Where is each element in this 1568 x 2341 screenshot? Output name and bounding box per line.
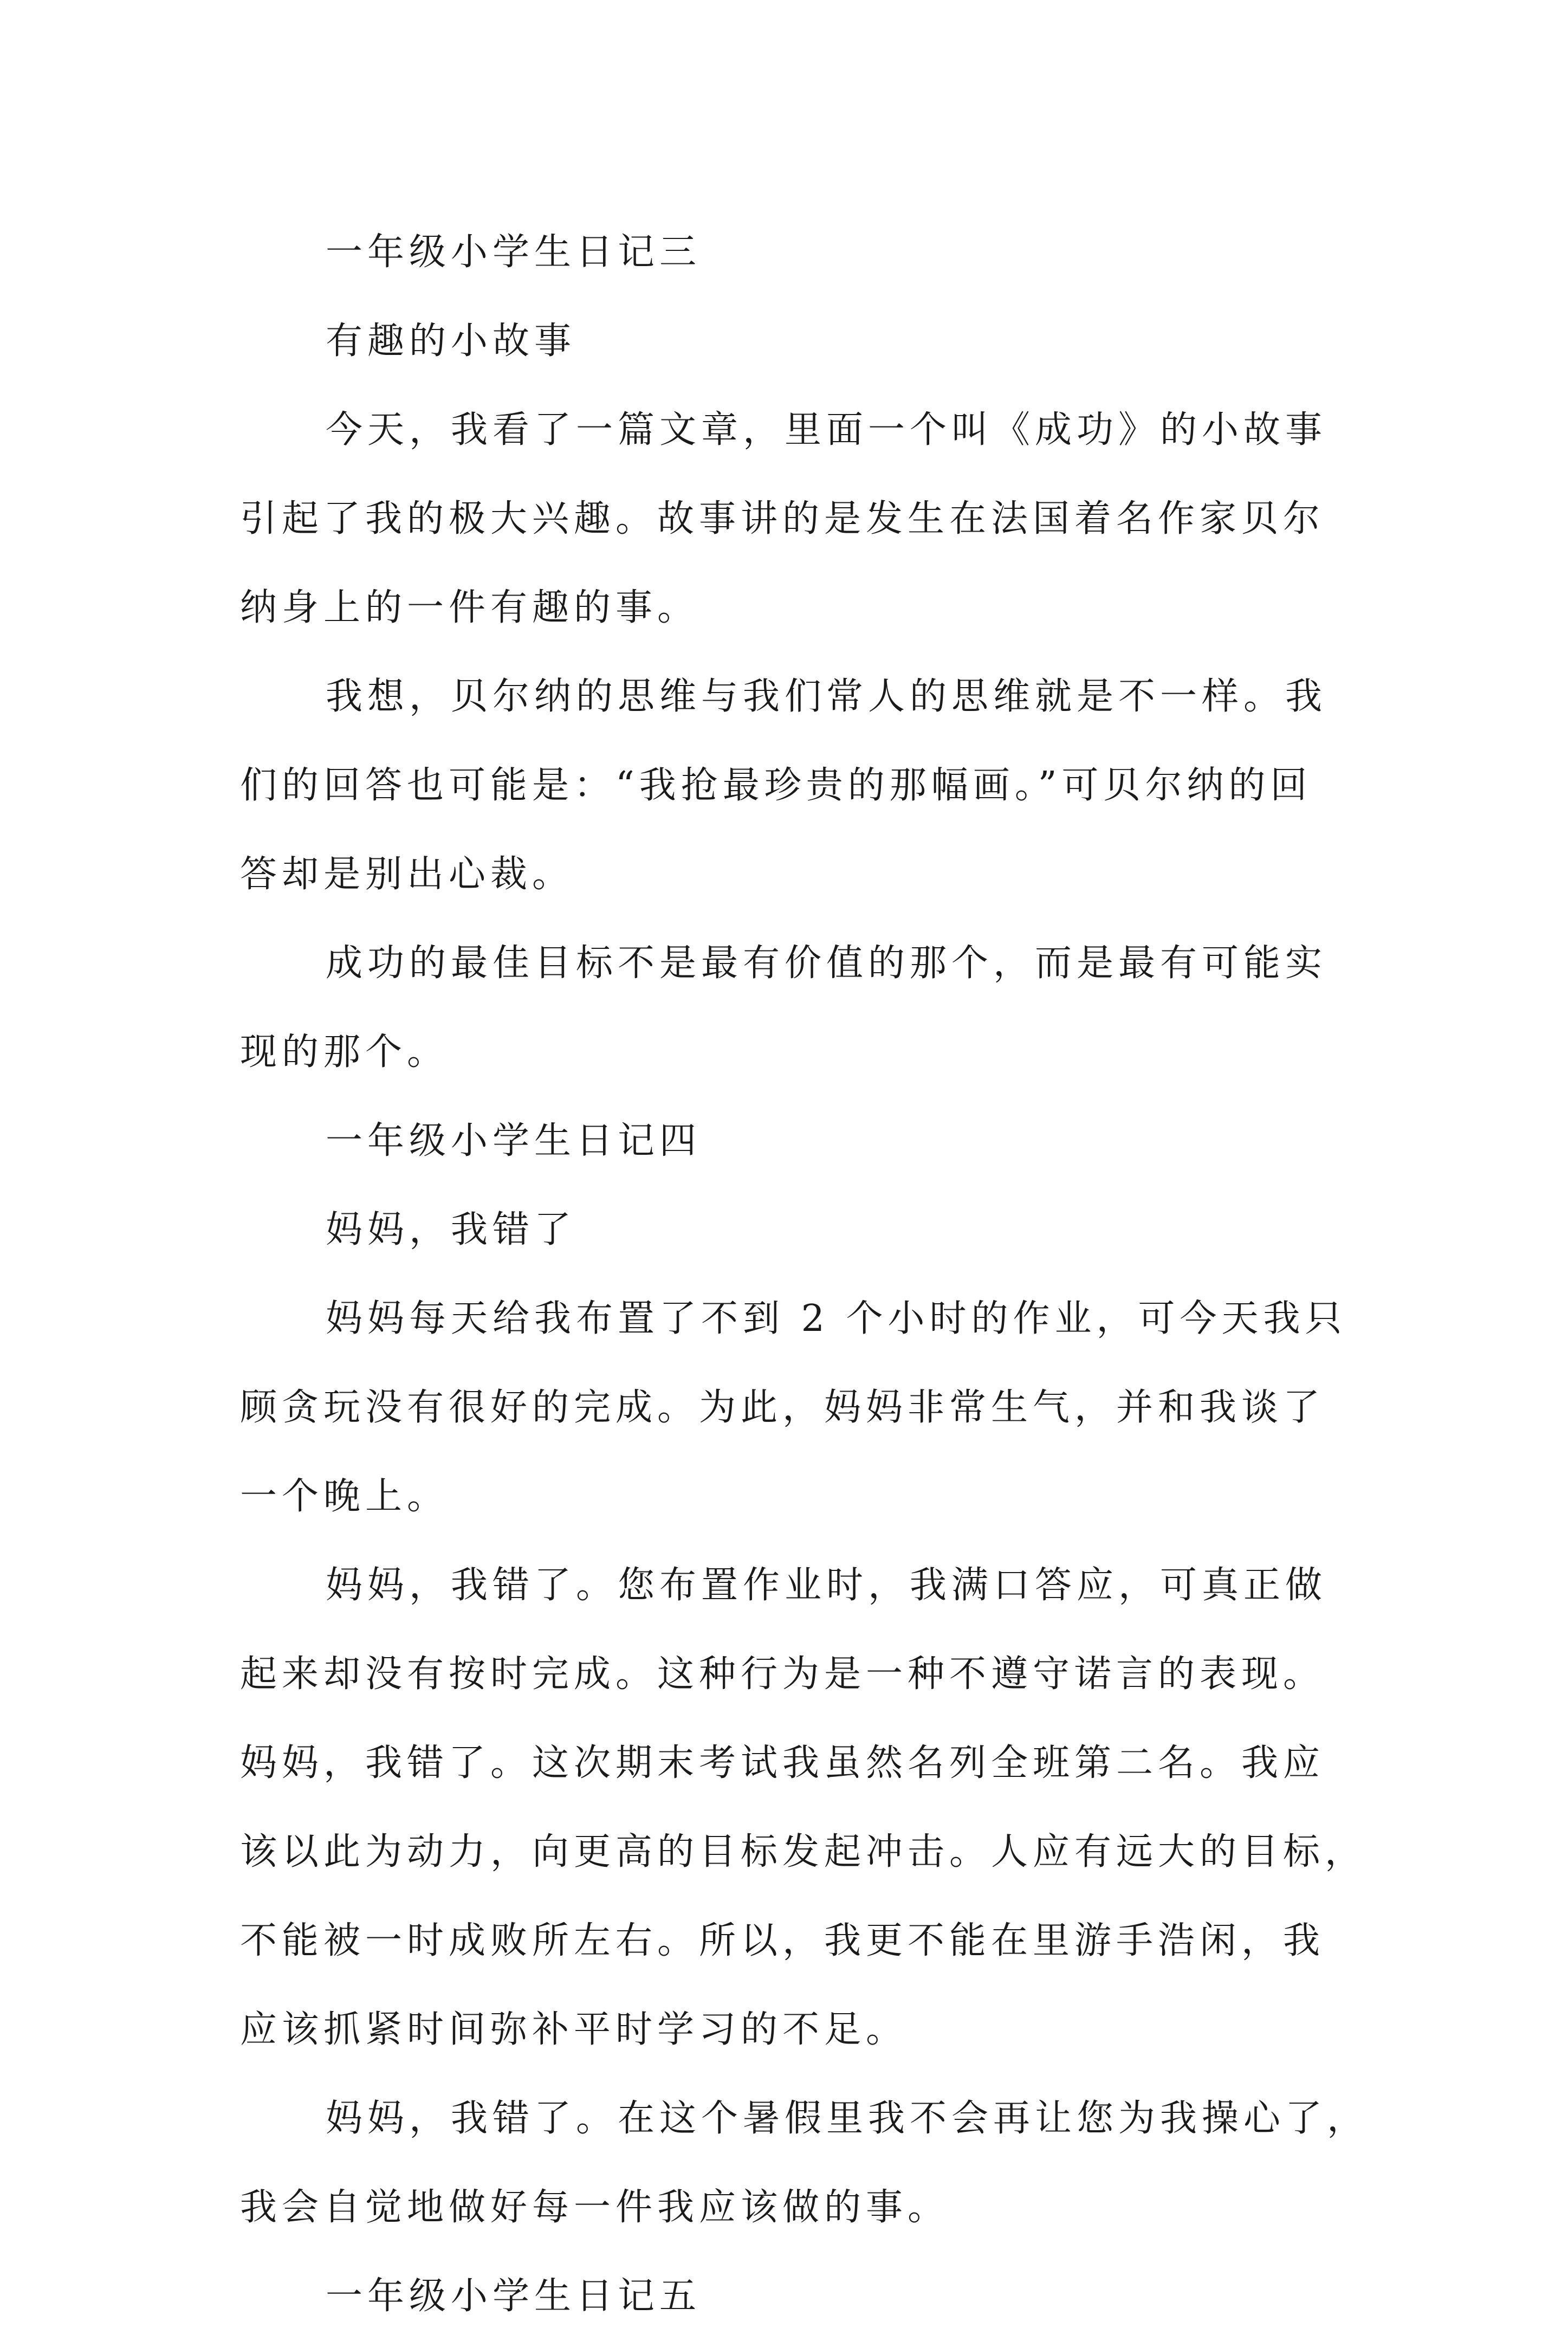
paragraph-line: 该以此为动力，向更高的目标发起冲击。人应有远大的目标， — [240, 1831, 1367, 1873]
paragraph-line: 妈妈，我错了。您布置作业时，我满口答应，可真正做 — [326, 1564, 1327, 1607]
paragraph-line: 不能被一时成败所左右。所以，我更不能在里游手浩闲，我 — [240, 1919, 1325, 1962]
diary-heading-5: 一年级小学生日记五 — [326, 2275, 702, 2318]
diary-heading-3: 一年级小学生日记三 — [326, 231, 702, 274]
paragraph-line: 起来却没有按时完成。这种行为是一种不遵守诺言的表现。 — [240, 1653, 1325, 1696]
document-body — [240, 208, 1369, 2341]
paragraph-line: 今天，我看了一篇文章，里面一个叫《成功》的小故事 — [326, 409, 1327, 451]
paragraph-line: 我会自觉地做好每一件我应该做的事。 — [240, 2186, 950, 2229]
paragraph-line: 妈妈，我错了。这次期末考试我虽然名列全班第二名。我应 — [240, 1742, 1325, 1784]
paragraph-line: 纳身上的一件有趣的事。 — [240, 586, 699, 629]
paragraph-line: 我想，贝尔纳的思维与我们常人的思维就是不一样。我 — [326, 675, 1327, 718]
diary-heading-4: 一年级小学生日记四 — [326, 1120, 702, 1162]
paragraph-line: 引起了我的极大兴趣。故事讲的是发生在法国着名作家贝尔 — [240, 497, 1325, 540]
story-title-mom-i-was-wrong: 妈妈，我错了 — [326, 1208, 576, 1251]
story-title-interesting-story: 有趣的小故事 — [326, 320, 576, 363]
paragraph-line: 妈妈，我错了。在这个暑假里我不会再让您为我操心了， — [326, 2097, 1369, 2140]
paragraph-line: 现的那个。 — [240, 1031, 449, 1074]
paragraph-line: 答却是别出心裁。 — [240, 853, 574, 896]
paragraph-line: 应该抓紧时间弥补平时学习的不足。 — [240, 2008, 908, 2051]
paragraph-line: 顾贪玩没有很好的完成。为此，妈妈非常生气，并和我谈了 — [240, 1386, 1325, 1429]
paragraph-line: 一个晚上。 — [240, 1475, 449, 1518]
paragraph-line: 们的回答也可能是：“我抢最珍贵的那幅画。”可贝尔纳的回 — [240, 764, 1312, 807]
paragraph-line: 妈妈每天给我布置了不到 2 个小时的作业，可今天我只 — [326, 1297, 1347, 1340]
paragraph-line: 成功的最佳目标不是最有价值的那个，而是最有可能实 — [326, 942, 1327, 985]
